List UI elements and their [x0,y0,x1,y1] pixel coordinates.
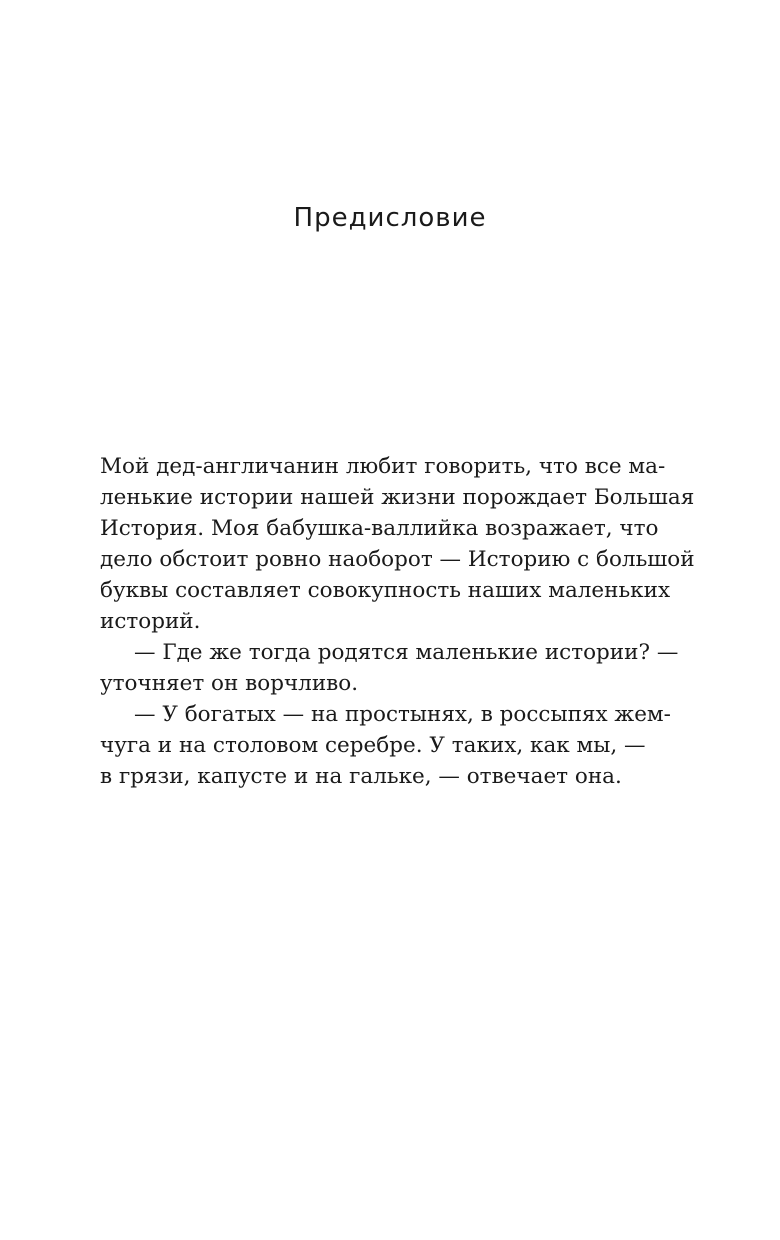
paragraph-2 [100,637,679,699]
text-line: — У богатых — на простынях, в россыпях жем- [134,702,671,727]
text-line: чуга и на столовом серебре. У таких, как мы, — [100,733,646,758]
text-line: — Где же тогда родятся маленькие истории? — [134,640,679,665]
text-line: в грязи, капусте и на гальке, — отвечает она. [100,764,622,789]
chapter-body [100,451,695,792]
text-line: уточняет он ворчливо. [100,671,359,696]
text-line: История. Моя бабушка-валлийка возражает, что [100,516,659,541]
text-line: историй. [100,609,201,634]
chapter-title: Предисловие [293,203,487,233]
text-line: ленькие истории нашей жизни порождает Большая [100,485,695,510]
paragraph-3 [100,699,671,792]
text-line: буквы составляет совокупность наших маленьких [100,578,671,603]
text-line: Мой дед-англичанин любит говорить, что все ма- [100,454,666,479]
text-line: дело обстоит ровно наоборот — Историю с большой [100,547,695,572]
paragraph-1 [100,451,695,637]
